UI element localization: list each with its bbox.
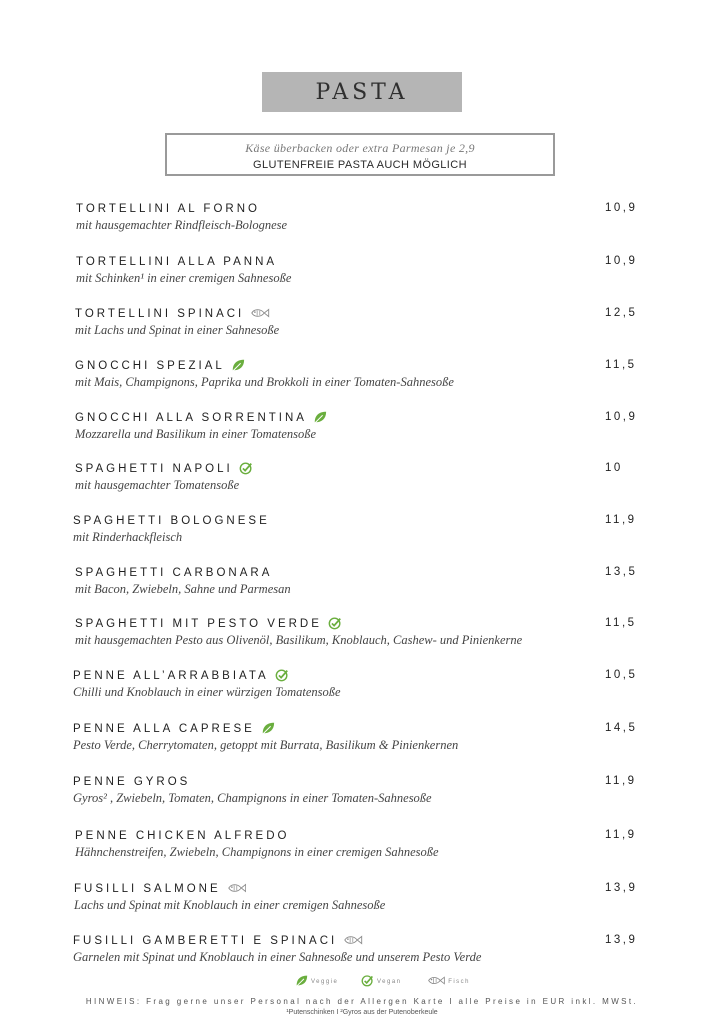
item-name-text: PENNE ALL’ARRABBIATA (73, 670, 269, 682)
legend-veggie (292, 974, 338, 989)
item-name-text: SPAGHETTI CARBONARA (75, 567, 273, 579)
item-price: 11,9 (605, 775, 637, 787)
item-description: mit hausgemachten Pesto aus Olivenöl, Basilikum, Knoblauch, Cashew- und Pinienkerne (75, 633, 523, 647)
allergen-note: HINWEIS: Frag gerne unser Personal nach der Allergen Karte I alle Preise in EUR inkl. MWSt. (85, 997, 639, 1006)
item-name (74, 882, 246, 896)
item-name-text: TORTELLINI ALLA PANNA (76, 256, 278, 268)
item-name-text: SPAGHETTI NAPOLI (75, 463, 233, 475)
item-price: 10,9 (605, 202, 638, 214)
menu-item (0, 722, 724, 762)
menu-item (0, 202, 724, 242)
item-description: Mozzarella und Basilikum in einer Tomatensoße (75, 427, 317, 441)
item-description: Pesto Verde, Cherrytomaten, getoppt mit Burrata, Basilikum & Pinienkernen (73, 738, 459, 752)
menu-item (0, 307, 724, 347)
item-name (73, 514, 270, 528)
menu-item (0, 775, 724, 815)
item-description: Chilli und Knoblauch in einer würzigen Tomatensoße (73, 685, 341, 699)
menu-item (0, 829, 724, 869)
item-name-text: FUSILLI GAMBERETTI E SPINACI (73, 935, 338, 947)
item-description: mit Mais, Champignons, Paprika und Brokkoli in einer Tomaten-Sahnesoße (75, 375, 454, 389)
item-name (75, 566, 272, 580)
title-box (262, 72, 462, 112)
item-name (76, 255, 277, 269)
item-description: mit Lachs und Spinat in einer Sahnesoße (75, 323, 280, 337)
item-name-text: PENNE CHICKEN ALFREDO (75, 830, 290, 842)
menu-item (0, 462, 724, 502)
item-description: mit hausgemachter Rindfleisch-Bolognese (76, 218, 288, 232)
item-price: 13,9 (605, 934, 638, 946)
fish-icon (227, 881, 247, 898)
fish-icon (250, 306, 270, 323)
item-price: 13,9 (605, 882, 638, 894)
footnotes: ¹Putenschinken I ²Gyros aus der Putenoberkeule (286, 1009, 438, 1016)
item-description: Gyros² , Zwiebeln, Tomaten, Champignons in einer Tomaten-Sahnesoße (73, 791, 432, 805)
vegan-icon (361, 974, 374, 989)
legend-fisch (424, 974, 470, 989)
item-name-text: SPAGHETTI BOLOGNESE (73, 515, 270, 527)
cheese-note: Käse überbacken oder extra Parmesan je 2,9 (245, 141, 475, 155)
leaf-icon (231, 358, 245, 375)
item-name (75, 829, 289, 843)
item-price: 11,9 (605, 829, 637, 841)
item-price: 11,5 (605, 617, 637, 629)
item-name-text: PENNE ALLA CAPRESE (73, 723, 255, 735)
menu-item (0, 882, 724, 922)
item-price: 13,5 (605, 566, 638, 578)
item-price: 11,5 (605, 359, 637, 371)
item-name (75, 411, 327, 425)
item-description: Lachs und Spinat mit Knoblauch in einer cremigen Sahnesoße (74, 898, 386, 912)
leaf-icon (261, 721, 275, 738)
item-price: 10,5 (605, 669, 638, 681)
item-price: 10 (605, 462, 623, 474)
menu-item (0, 411, 724, 451)
legend-veggie-label: Veggie (311, 978, 339, 985)
legend-vegan (358, 974, 402, 989)
item-name (73, 775, 190, 789)
item-name-text: GNOCCHI SPEZIAL (75, 360, 225, 372)
item-description: mit hausgemachter Tomatensoße (75, 478, 240, 492)
item-price: 10,9 (605, 255, 638, 267)
item-name-text: SPAGHETTI MIT PESTO VERDE (75, 618, 322, 630)
menu-item (0, 617, 724, 657)
item-name-text: TORTELLINI SPINACI (75, 308, 245, 320)
legend-fisch-label: Fisch (448, 978, 471, 985)
page-title: PASTA (315, 79, 409, 105)
item-name-text: TORTELLINI AL FORNO (76, 203, 260, 215)
item-price: 11,9 (605, 514, 637, 526)
fish-icon (427, 974, 445, 989)
item-name (75, 617, 342, 631)
menu-item (0, 566, 724, 606)
menu-item (0, 514, 724, 554)
info-box (165, 133, 555, 176)
menu-item (0, 359, 724, 399)
gluten-free-note: GLUTENFREIE PASTA AUCH MÖGLICH (253, 159, 467, 171)
item-name (73, 669, 289, 683)
item-name (75, 359, 245, 373)
item-name-text: PENNE GYROS (73, 776, 191, 788)
fish-icon (343, 933, 363, 950)
item-name (75, 307, 270, 321)
leaf-icon (313, 410, 327, 427)
item-price: 14,5 (605, 722, 638, 734)
item-name (73, 722, 275, 736)
menu-item (0, 934, 724, 974)
item-name-text: FUSILLI SALMONE (74, 883, 221, 895)
leaf-icon (295, 974, 308, 989)
item-name (73, 934, 363, 948)
vegan-icon (328, 616, 342, 633)
item-description: Garnelen mit Spinat und Knoblauch in einer Sahnesoße und unserem Pesto Verde (73, 950, 482, 964)
item-name (75, 462, 253, 476)
item-description: Hähnchenstreifen, Zwiebeln, Champignons in einer cremigen Sahnesoße (75, 845, 439, 859)
item-description: mit Bacon, Zwiebeln, Sahne und Parmesan (75, 582, 291, 596)
item-price: 10,9 (605, 411, 638, 423)
legend-vegan-label: Vegan (377, 978, 402, 985)
item-description: mit Rinderhackfleisch (73, 530, 183, 544)
vegan-icon (275, 668, 289, 685)
vegan-icon (239, 461, 253, 478)
item-price: 12,5 (605, 307, 638, 319)
menu-item (0, 255, 724, 295)
item-name (76, 202, 260, 216)
menu-item (0, 669, 724, 709)
item-description: mit Schinken¹ in einer cremigen Sahnesoße (76, 271, 292, 285)
legend (0, 974, 724, 990)
item-name-text: GNOCCHI ALLA SORRENTINA (75, 412, 307, 424)
